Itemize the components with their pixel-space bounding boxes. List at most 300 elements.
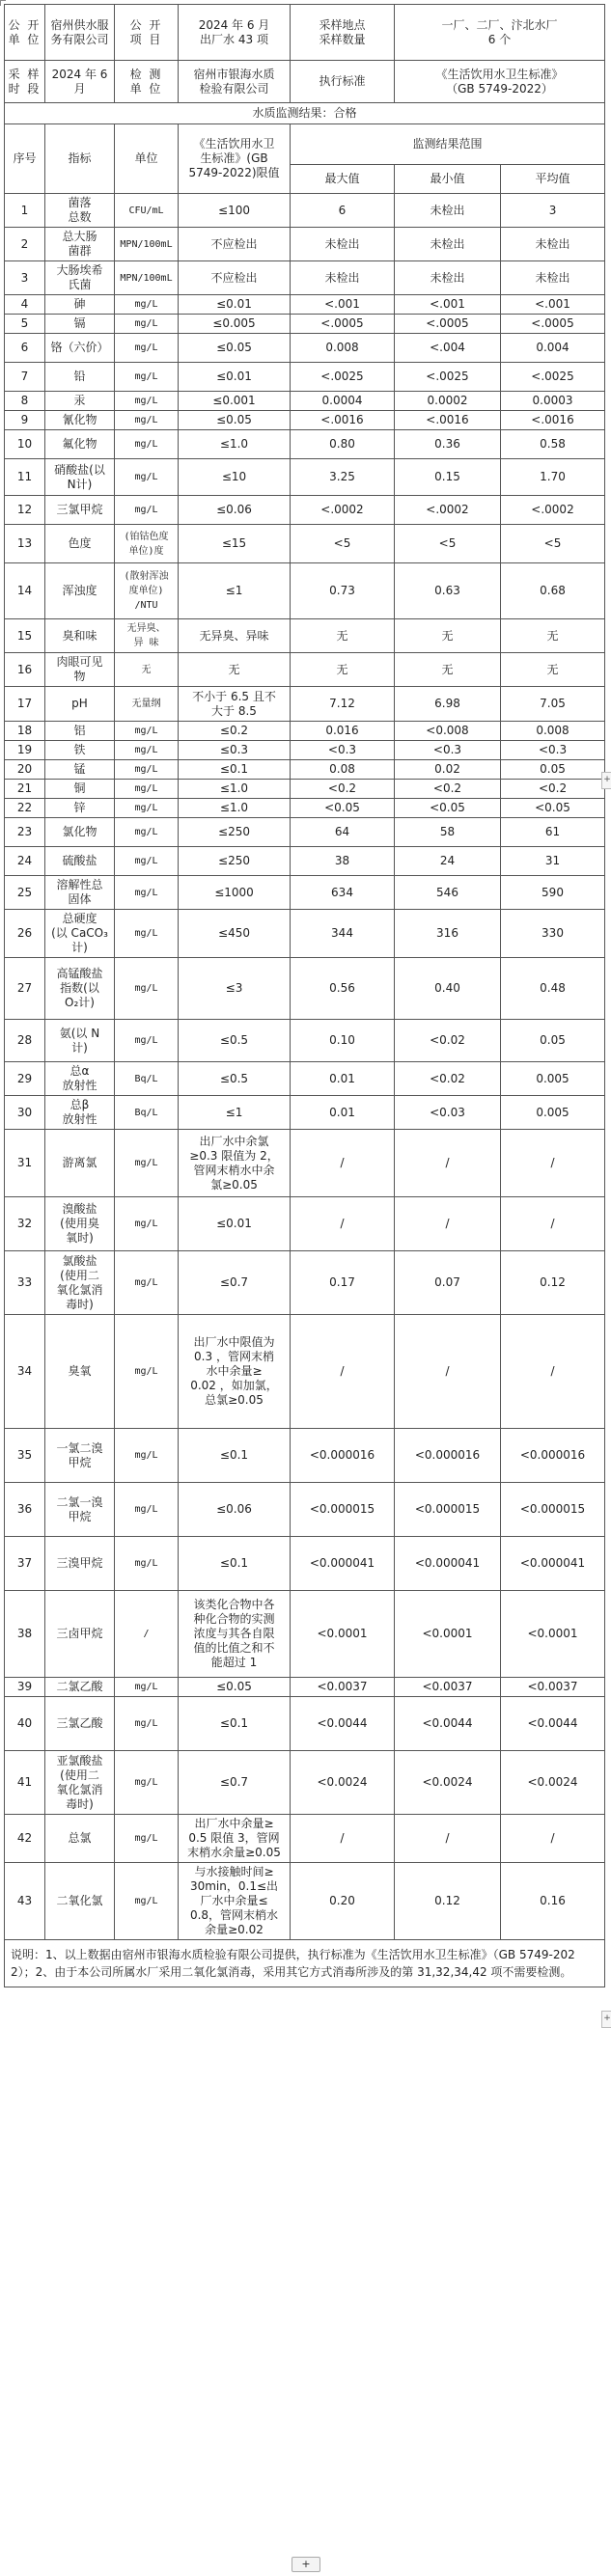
cell-indicator: 二氧化氯 xyxy=(45,1863,115,1940)
footnote: 说明：1、以上数据由宿州市银海水质检验有限公司提供，执行标准为《生活饮用水卫生标准》（GB 5749-2022）；2、由于本公司所属水厂采用二氧化氯消毒，采用其它方式消毒所涉及的第 31,32,34,42 项不需要检测。 xyxy=(5,1940,605,1987)
cell-unit: MPN/100mL xyxy=(115,228,179,261)
cell-limit: ≤250 xyxy=(179,847,291,876)
cell-limit: 出厂水中限值为 0.3 ，管网末梢 水中余量≥ 0.02 ，如加氯， 总氯≥0.05 xyxy=(179,1315,291,1429)
cell-indicator: 硝酸盐(以 N计) xyxy=(45,459,115,496)
cell-avg: 0.05 xyxy=(501,760,605,780)
cell-avg: / xyxy=(501,1815,605,1863)
table-row xyxy=(5,228,605,261)
cell-limit: ≤1 xyxy=(179,563,291,619)
table-row xyxy=(5,1751,605,1815)
cell-max: / xyxy=(291,1315,395,1429)
cell-avg: 7.05 xyxy=(501,687,605,722)
cell-min: 6.98 xyxy=(395,687,501,722)
cell-unit: 无量纲 xyxy=(115,687,179,722)
table-row xyxy=(5,1197,605,1251)
cell-avg: 0.16 xyxy=(501,1863,605,1940)
cell-no: 7 xyxy=(5,363,45,392)
table-row xyxy=(5,1429,605,1483)
cell-no: 38 xyxy=(5,1591,45,1678)
table-row xyxy=(5,741,605,760)
cell-no: 18 xyxy=(5,722,45,741)
cell-max: 无 xyxy=(291,653,395,687)
cell-unit: mg/L xyxy=(115,1020,179,1062)
table-row xyxy=(5,958,605,1020)
cell-unit: mg/L xyxy=(115,1863,179,1940)
water-quality-table xyxy=(4,4,605,1987)
cell-min: 未检出 xyxy=(395,228,501,261)
table-row xyxy=(5,1863,605,1940)
cell-indicator: pH xyxy=(45,687,115,722)
cell-limit: ≤0.7 xyxy=(179,1751,291,1815)
cell-indicator: 锌 xyxy=(45,799,115,818)
cell-min: <0.0037 xyxy=(395,1678,501,1697)
cell-indicator: 二氯乙酸 xyxy=(45,1678,115,1697)
cell-no: 29 xyxy=(5,1062,45,1096)
cell-unit: mg/L xyxy=(115,334,179,363)
cell-indicator: 铅 xyxy=(45,363,115,392)
cell-limit: 出厂水中余氯 ≥0.3 限值为 2， 管网末梢水中余 氯≥0.05 xyxy=(179,1130,291,1197)
col-header-indicator: 指标 xyxy=(45,124,115,194)
cell-max: <0.000015 xyxy=(291,1483,395,1537)
cell-no: 17 xyxy=(5,687,45,722)
project-label: 公 开 项 目 xyxy=(115,5,179,61)
cell-avg: <.0005 xyxy=(501,315,605,334)
cell-unit: Bq/L xyxy=(115,1096,179,1130)
cell-indicator: 肉眼可见 物 xyxy=(45,653,115,687)
cell-avg: 61 xyxy=(501,818,605,847)
cell-avg: 未检出 xyxy=(501,228,605,261)
cell-indicator: 锰 xyxy=(45,760,115,780)
cell-no: 19 xyxy=(5,741,45,760)
table-row xyxy=(5,315,605,334)
cell-max: 634 xyxy=(291,876,395,910)
cell-no: 20 xyxy=(5,760,45,780)
cell-avg: / xyxy=(501,1197,605,1251)
cell-limit: ≤3 xyxy=(179,958,291,1020)
cell-min: <0.000016 xyxy=(395,1429,501,1483)
cell-indicator: 游离氯 xyxy=(45,1130,115,1197)
cell-min: <0.2 xyxy=(395,780,501,799)
cell-avg: <.001 xyxy=(501,295,605,315)
cell-min: <.001 xyxy=(395,295,501,315)
cell-indicator: 臭氧 xyxy=(45,1315,115,1429)
cell-unit: MPN/100mL xyxy=(115,261,179,295)
cell-no: 5 xyxy=(5,315,45,334)
cell-max: / xyxy=(291,1815,395,1863)
cell-no: 2 xyxy=(5,228,45,261)
cell-unit: mg/L xyxy=(115,1251,179,1315)
cell-no: 6 xyxy=(5,334,45,363)
cell-max: <0.2 xyxy=(291,780,395,799)
table-row xyxy=(5,411,605,430)
cell-indicator: 三氯乙酸 xyxy=(45,1697,115,1751)
cell-max: <0.0001 xyxy=(291,1591,395,1678)
cell-indicator: 亚氯酸盐 (使用二 氧化氯消 毒时) xyxy=(45,1751,115,1815)
cell-indicator: 硫酸盐 xyxy=(45,847,115,876)
water-quality-report xyxy=(4,4,604,1987)
table-row xyxy=(5,496,605,525)
cell-no: 23 xyxy=(5,818,45,847)
cell-unit: mg/L xyxy=(115,430,179,459)
cell-limit: ≤0.1 xyxy=(179,1537,291,1591)
cell-avg: <.0002 xyxy=(501,496,605,525)
cell-avg: <0.0001 xyxy=(501,1591,605,1678)
table-row xyxy=(5,687,605,722)
cell-no: 27 xyxy=(5,958,45,1020)
cell-no: 35 xyxy=(5,1429,45,1483)
cell-no: 43 xyxy=(5,1863,45,1940)
cell-avg: <0.000015 xyxy=(501,1483,605,1537)
cell-min: 0.63 xyxy=(395,563,501,619)
cell-avg: 0.004 xyxy=(501,334,605,363)
cell-max: 64 xyxy=(291,818,395,847)
cell-no: 37 xyxy=(5,1537,45,1591)
cell-min: / xyxy=(395,1315,501,1429)
cell-indicator: 铝 xyxy=(45,722,115,741)
cell-indicator: 氰化物 xyxy=(45,411,115,430)
cell-min: 0.12 xyxy=(395,1863,501,1940)
cell-min: <.0005 xyxy=(395,315,501,334)
cell-no: 12 xyxy=(5,496,45,525)
cell-min: 546 xyxy=(395,876,501,910)
table-row xyxy=(5,363,605,392)
cell-indicator: 三溴甲烷 xyxy=(45,1537,115,1591)
cell-limit: 无 xyxy=(179,653,291,687)
cell-limit: ≤0.05 xyxy=(179,334,291,363)
cell-indicator: 总大肠 菌群 xyxy=(45,228,115,261)
cell-avg: 未检出 xyxy=(501,261,605,295)
cell-max: 7.12 xyxy=(291,687,395,722)
table-row xyxy=(5,194,605,228)
cell-no: 30 xyxy=(5,1096,45,1130)
cell-max: <.0025 xyxy=(291,363,395,392)
cell-max: <.0005 xyxy=(291,315,395,334)
cell-max: 0.56 xyxy=(291,958,395,1020)
cell-max: 0.80 xyxy=(291,430,395,459)
cell-no: 3 xyxy=(5,261,45,295)
cell-no: 11 xyxy=(5,459,45,496)
table-row xyxy=(5,722,605,741)
cell-max: <.0016 xyxy=(291,411,395,430)
cell-limit: ≤15 xyxy=(179,525,291,563)
cell-max: 0.01 xyxy=(291,1062,395,1096)
col-header-unit: 单位 xyxy=(115,124,179,194)
cell-min: <0.3 xyxy=(395,741,501,760)
table-row xyxy=(5,619,605,653)
cell-max: <0.000041 xyxy=(291,1537,395,1591)
cell-indicator: 臭和味 xyxy=(45,619,115,653)
cell-avg: <0.2 xyxy=(501,780,605,799)
cell-limit: 该类化合物中各 种化合物的实测 浓度与其各自限 值的比值之和不 能超过 1 xyxy=(179,1591,291,1678)
side-handle-top[interactable]: + xyxy=(601,772,611,789)
cell-unit: mg/L xyxy=(115,1537,179,1591)
sampling-period-value: 2024 年 6 月 xyxy=(45,61,115,103)
cell-no: 32 xyxy=(5,1197,45,1251)
cell-max: 3.25 xyxy=(291,459,395,496)
cell-limit: ≤0.001 xyxy=(179,392,291,411)
cell-avg: 0.0003 xyxy=(501,392,605,411)
table-row xyxy=(5,910,605,958)
cell-unit: mg/L xyxy=(115,958,179,1020)
cell-indicator: 铜 xyxy=(45,780,115,799)
cell-max: <0.05 xyxy=(291,799,395,818)
add-row-button[interactable]: + xyxy=(292,2557,320,2572)
column-header-row xyxy=(5,124,605,165)
cell-unit: mg/L xyxy=(115,722,179,741)
sampling-site-label: 采样地点 采样数量 xyxy=(291,5,395,61)
cell-unit: mg/L xyxy=(115,847,179,876)
cell-avg: <0.000016 xyxy=(501,1429,605,1483)
table-row xyxy=(5,525,605,563)
cell-max: <.0002 xyxy=(291,496,395,525)
cell-unit: / xyxy=(115,1591,179,1678)
table-row xyxy=(5,780,605,799)
cell-unit: mg/L xyxy=(115,1697,179,1751)
cell-unit: mg/L xyxy=(115,876,179,910)
cell-avg: <5 xyxy=(501,525,605,563)
cell-unit: mg/L xyxy=(115,818,179,847)
sampling-period-label: 采 样 时 段 xyxy=(5,61,45,103)
cell-limit: 不应检出 xyxy=(179,261,291,295)
cell-limit: ≤0.5 xyxy=(179,1062,291,1096)
cell-unit: mg/L xyxy=(115,1315,179,1429)
cell-avg: 0.58 xyxy=(501,430,605,459)
cell-max: / xyxy=(291,1197,395,1251)
table-row xyxy=(5,1483,605,1537)
cell-max: 0.73 xyxy=(291,563,395,619)
cell-unit: (铂钴色度 单位)度 xyxy=(115,525,179,563)
cell-limit: ≤1.0 xyxy=(179,799,291,818)
table-row xyxy=(5,653,605,687)
cell-max: 0.0004 xyxy=(291,392,395,411)
cell-min: 0.15 xyxy=(395,459,501,496)
cell-limit: 无异臭、异味 xyxy=(179,619,291,653)
cell-limit: ≤250 xyxy=(179,818,291,847)
cell-unit: mg/L xyxy=(115,741,179,760)
cell-avg: <0.0044 xyxy=(501,1697,605,1751)
cell-unit: mg/L xyxy=(115,1678,179,1697)
table-row xyxy=(5,1537,605,1591)
cell-max: <0.000016 xyxy=(291,1429,395,1483)
cell-max: 无 xyxy=(291,619,395,653)
cell-min: 未检出 xyxy=(395,194,501,228)
cell-no: 33 xyxy=(5,1251,45,1315)
cell-avg: 0.05 xyxy=(501,1020,605,1062)
cell-no: 31 xyxy=(5,1130,45,1197)
project-value: 2024 年 6 月 出厂水 43 项 xyxy=(179,5,291,61)
cell-indicator: 菌落 总数 xyxy=(45,194,115,228)
cell-unit: CFU/mL xyxy=(115,194,179,228)
cell-max: 6 xyxy=(291,194,395,228)
cell-no: 28 xyxy=(5,1020,45,1062)
cell-no: 8 xyxy=(5,392,45,411)
cell-min: 未检出 xyxy=(395,261,501,295)
cell-max: / xyxy=(291,1130,395,1197)
cell-avg: <.0016 xyxy=(501,411,605,430)
cell-min: <0.0044 xyxy=(395,1697,501,1751)
cell-max: 38 xyxy=(291,847,395,876)
cell-max: <.001 xyxy=(291,295,395,315)
cell-no: 13 xyxy=(5,525,45,563)
cell-unit: mg/L xyxy=(115,1130,179,1197)
cell-indicator: 三卤甲烷 xyxy=(45,1591,115,1678)
cell-avg: 330 xyxy=(501,910,605,958)
cell-indicator: 一氯二溴 甲烷 xyxy=(45,1429,115,1483)
cell-unit: mg/L xyxy=(115,1197,179,1251)
cell-min: / xyxy=(395,1815,501,1863)
cell-no: 41 xyxy=(5,1751,45,1815)
cell-avg: 0.12 xyxy=(501,1251,605,1315)
table-row xyxy=(5,459,605,496)
table-row xyxy=(5,876,605,910)
cell-limit: ≤450 xyxy=(179,910,291,958)
cell-avg: 31 xyxy=(501,847,605,876)
cell-avg: 0.005 xyxy=(501,1062,605,1096)
cell-avg: 0.008 xyxy=(501,722,605,741)
cell-limit: ≤0.1 xyxy=(179,1429,291,1483)
table-row xyxy=(5,818,605,847)
cell-limit: 不小于 6.5 且不 大于 8.5 xyxy=(179,687,291,722)
cell-unit: mg/L xyxy=(115,780,179,799)
cell-min: 0.0002 xyxy=(395,392,501,411)
cell-unit: mg/L xyxy=(115,315,179,334)
cell-max: 344 xyxy=(291,910,395,958)
cell-min: / xyxy=(395,1197,501,1251)
cell-max: <0.0037 xyxy=(291,1678,395,1697)
cell-limit: ≤0.01 xyxy=(179,295,291,315)
cell-no: 22 xyxy=(5,799,45,818)
cell-no: 10 xyxy=(5,430,45,459)
side-handle-bottom[interactable]: + xyxy=(601,2011,611,2028)
cell-avg: <0.3 xyxy=(501,741,605,760)
table-row xyxy=(5,334,605,363)
table-row xyxy=(5,392,605,411)
monitoring-result: 水质监测结果：合格 xyxy=(5,103,605,124)
cell-avg: 无 xyxy=(501,653,605,687)
cell-unit: mg/L xyxy=(115,1815,179,1863)
cell-avg: <0.05 xyxy=(501,799,605,818)
cell-limit: ≤0.1 xyxy=(179,1697,291,1751)
cell-no: 24 xyxy=(5,847,45,876)
cell-no: 39 xyxy=(5,1678,45,1697)
sub-header-min: 最小值 xyxy=(395,165,501,194)
cell-limit: ≤1000 xyxy=(179,876,291,910)
result-row xyxy=(5,103,605,124)
cell-min: 无 xyxy=(395,653,501,687)
cell-no: 34 xyxy=(5,1315,45,1429)
cell-min: <0.0024 xyxy=(395,1751,501,1815)
cell-unit: mg/L xyxy=(115,760,179,780)
cell-avg: <.0025 xyxy=(501,363,605,392)
cell-indicator: 氟化物 xyxy=(45,430,115,459)
cell-limit: ≤0.01 xyxy=(179,363,291,392)
cell-min: 58 xyxy=(395,818,501,847)
cell-max: 0.008 xyxy=(291,334,395,363)
cell-limit: ≤0.06 xyxy=(179,1483,291,1537)
cell-limit: 与水接触时间≥ 30min，0.1≤出 厂水中余量≤ 0.8，管网末梢水 余量≥0.02 xyxy=(179,1863,291,1940)
cell-unit: mg/L xyxy=(115,295,179,315)
cell-min: <.0002 xyxy=(395,496,501,525)
cell-max: <0.0024 xyxy=(291,1751,395,1815)
header-row-2 xyxy=(5,61,605,103)
cell-limit: ≤0.1 xyxy=(179,760,291,780)
cell-unit: mg/L xyxy=(115,910,179,958)
cell-avg: 590 xyxy=(501,876,605,910)
sub-header-avg: 平均值 xyxy=(501,165,605,194)
cell-unit: 无 xyxy=(115,653,179,687)
cell-unit: mg/L xyxy=(115,1483,179,1537)
testing-unit-label: 检 测 单 位 xyxy=(115,61,179,103)
cell-unit: (散射浑浊 度单位) /NTU xyxy=(115,563,179,619)
cell-unit: mg/L xyxy=(115,363,179,392)
cell-avg: <0.000041 xyxy=(501,1537,605,1591)
standard-label: 执行标准 xyxy=(291,61,395,103)
cell-min: <0.000015 xyxy=(395,1483,501,1537)
sub-header-max: 最大值 xyxy=(291,165,395,194)
cell-avg: / xyxy=(501,1315,605,1429)
cell-max: 0.016 xyxy=(291,722,395,741)
cell-limit: ≤0.3 xyxy=(179,741,291,760)
cell-indicator: 溴酸盐 (使用臭 氧时) xyxy=(45,1197,115,1251)
col-header-limit: 《生活饮用水卫 生标准》(GB 5749-2022)限值 xyxy=(179,124,291,194)
cell-indicator: 氨(以 N 计) xyxy=(45,1020,115,1062)
table-row xyxy=(5,1315,605,1429)
cell-indicator: 总α 放射性 xyxy=(45,1062,115,1096)
cell-unit: mg/L xyxy=(115,411,179,430)
cell-min: <.0025 xyxy=(395,363,501,392)
cell-indicator: 二氯一溴 甲烷 xyxy=(45,1483,115,1537)
cell-avg: 0.48 xyxy=(501,958,605,1020)
cell-no: 4 xyxy=(5,295,45,315)
table-row xyxy=(5,295,605,315)
table-row xyxy=(5,430,605,459)
cell-min: 0.07 xyxy=(395,1251,501,1315)
cell-min: 0.02 xyxy=(395,760,501,780)
cell-no: 21 xyxy=(5,780,45,799)
publisher-value: 宿州供水服 务有限公司 xyxy=(45,5,115,61)
cell-indicator: 三氯甲烷 xyxy=(45,496,115,525)
cell-min: 0.40 xyxy=(395,958,501,1020)
table-row xyxy=(5,1697,605,1751)
cell-indicator: 氯化物 xyxy=(45,818,115,847)
cell-min: 0.36 xyxy=(395,430,501,459)
cell-limit: ≤0.2 xyxy=(179,722,291,741)
cell-max: 0.08 xyxy=(291,760,395,780)
cell-no: 14 xyxy=(5,563,45,619)
table-row xyxy=(5,1062,605,1096)
cell-avg: 0.005 xyxy=(501,1096,605,1130)
cell-avg: 3 xyxy=(501,194,605,228)
cell-indicator: 镉 xyxy=(45,315,115,334)
cell-indicator: 高锰酸盐 指数(以 O₂计) xyxy=(45,958,115,1020)
cell-max: <0.0044 xyxy=(291,1697,395,1751)
cell-indicator: 汞 xyxy=(45,392,115,411)
cell-min: / xyxy=(395,1130,501,1197)
cell-max: 0.17 xyxy=(291,1251,395,1315)
cell-no: 15 xyxy=(5,619,45,653)
cell-no: 25 xyxy=(5,876,45,910)
cell-limit: ≤0.5 xyxy=(179,1020,291,1062)
cell-max: 未检出 xyxy=(291,261,395,295)
testing-unit-value: 宿州市银海水质 检验有限公司 xyxy=(179,61,291,103)
table-row xyxy=(5,799,605,818)
cell-no: 1 xyxy=(5,194,45,228)
table-row xyxy=(5,1020,605,1062)
cell-no: 9 xyxy=(5,411,45,430)
cell-indicator: 大肠埃希 氏菌 xyxy=(45,261,115,295)
table-row xyxy=(5,1130,605,1197)
cell-min: <0.02 xyxy=(395,1062,501,1096)
